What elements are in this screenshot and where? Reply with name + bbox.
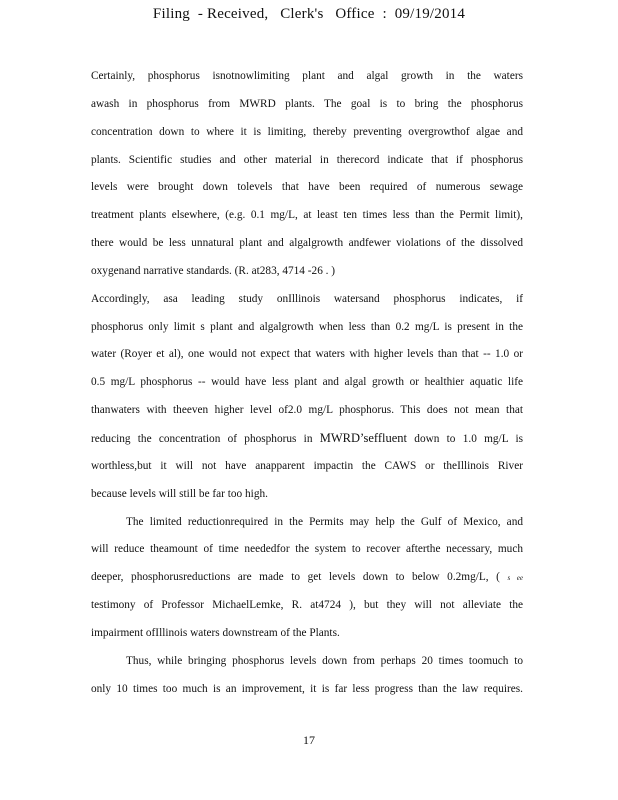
text-line: concentration down to where it is limiting, thereby preventing overgrowthof algae and	[91, 125, 523, 138]
filing-header: Filing - Received, Clerk's Office : 09/19/2014	[152, 6, 466, 22]
body-text	[91, 63, 523, 703]
page-number: 17	[303, 733, 315, 747]
text-line: Thus, while bringing phosphorus levels down from perhaps 20 times toomuch to	[126, 654, 523, 667]
text-line: worthless,but it will not have anapparent impactin the CAWS or theIllinois River	[91, 459, 523, 472]
text-line: awash in phosphorus from MWRD plants. The goal is to bring the phosphorus	[91, 97, 523, 110]
text-line: Accordingly, asa leading study onIllinois watersand phosphorus indicates, if	[91, 292, 523, 305]
text-line: phosphorus only limit s plant and algalgrowth when less than 0.2 mg/L is present in the	[91, 320, 523, 333]
text-segment: deeper, phosphorusreductions are made to get levels down to below 0.2mg/L, (	[91, 571, 508, 584]
text-line	[91, 425, 523, 453]
mwrd-effluent: MWRD’seffluent	[319, 430, 408, 445]
text-line: only 10 times too much is an improvement, it is far less progress than the law requires.	[91, 682, 523, 695]
text-segment: down to 1.0 mg/L is	[407, 432, 523, 445]
text-line: Certainly, phosphorus isnotnowlimiting plant and algal growth in the waters	[91, 70, 523, 82]
text-line: thanwaters with theeven higher level of2.0 mg/L phosphorus. This does not mean that	[91, 404, 523, 417]
text-line: levels were brought down tolevels that have been required of numerous sewage	[91, 181, 523, 194]
text-line: will reduce theamount of time neededfor the system to recover afterthe necessary, much	[91, 543, 523, 556]
text-line: testimony of Professor MichaelLemke, R. at4724 ), but they will not alleviate the	[91, 599, 523, 612]
see-citation: s ee	[507, 574, 523, 583]
text-line: 0.5 mg/L phosphorus -- would have less plant and algal growth or healthier aquatic life	[91, 376, 523, 389]
text-segment: reducing the concentration of phosphorus in	[91, 432, 320, 445]
text-line: plants. Scientific studies and other material in therecord indicate that if phosphorus	[91, 153, 523, 166]
text-line: The limited reductionrequired in the Permits may help the Gulf of Mexico, and	[126, 515, 523, 528]
text-line: treatment plants elsewhere, (e.g. 0.1 mg/L, at least ten times less than the Permit limit),	[91, 209, 523, 222]
text-line: oxygenand narrative standards. (R. at283, 4714 -26 . )	[91, 264, 336, 277]
text-line: because levels will still be far too high.	[91, 487, 268, 500]
text-line	[91, 564, 523, 592]
text-line: impairment ofIllinois waters downstream of the Plants.	[91, 626, 340, 639]
text-line: there would be less unnatural plant and algalgrowth andfewer violations of the dissolved	[91, 237, 523, 250]
text-line: water (Royer et al), one would not expect that waters with higher levels than that -- 1.0 or	[91, 348, 523, 361]
